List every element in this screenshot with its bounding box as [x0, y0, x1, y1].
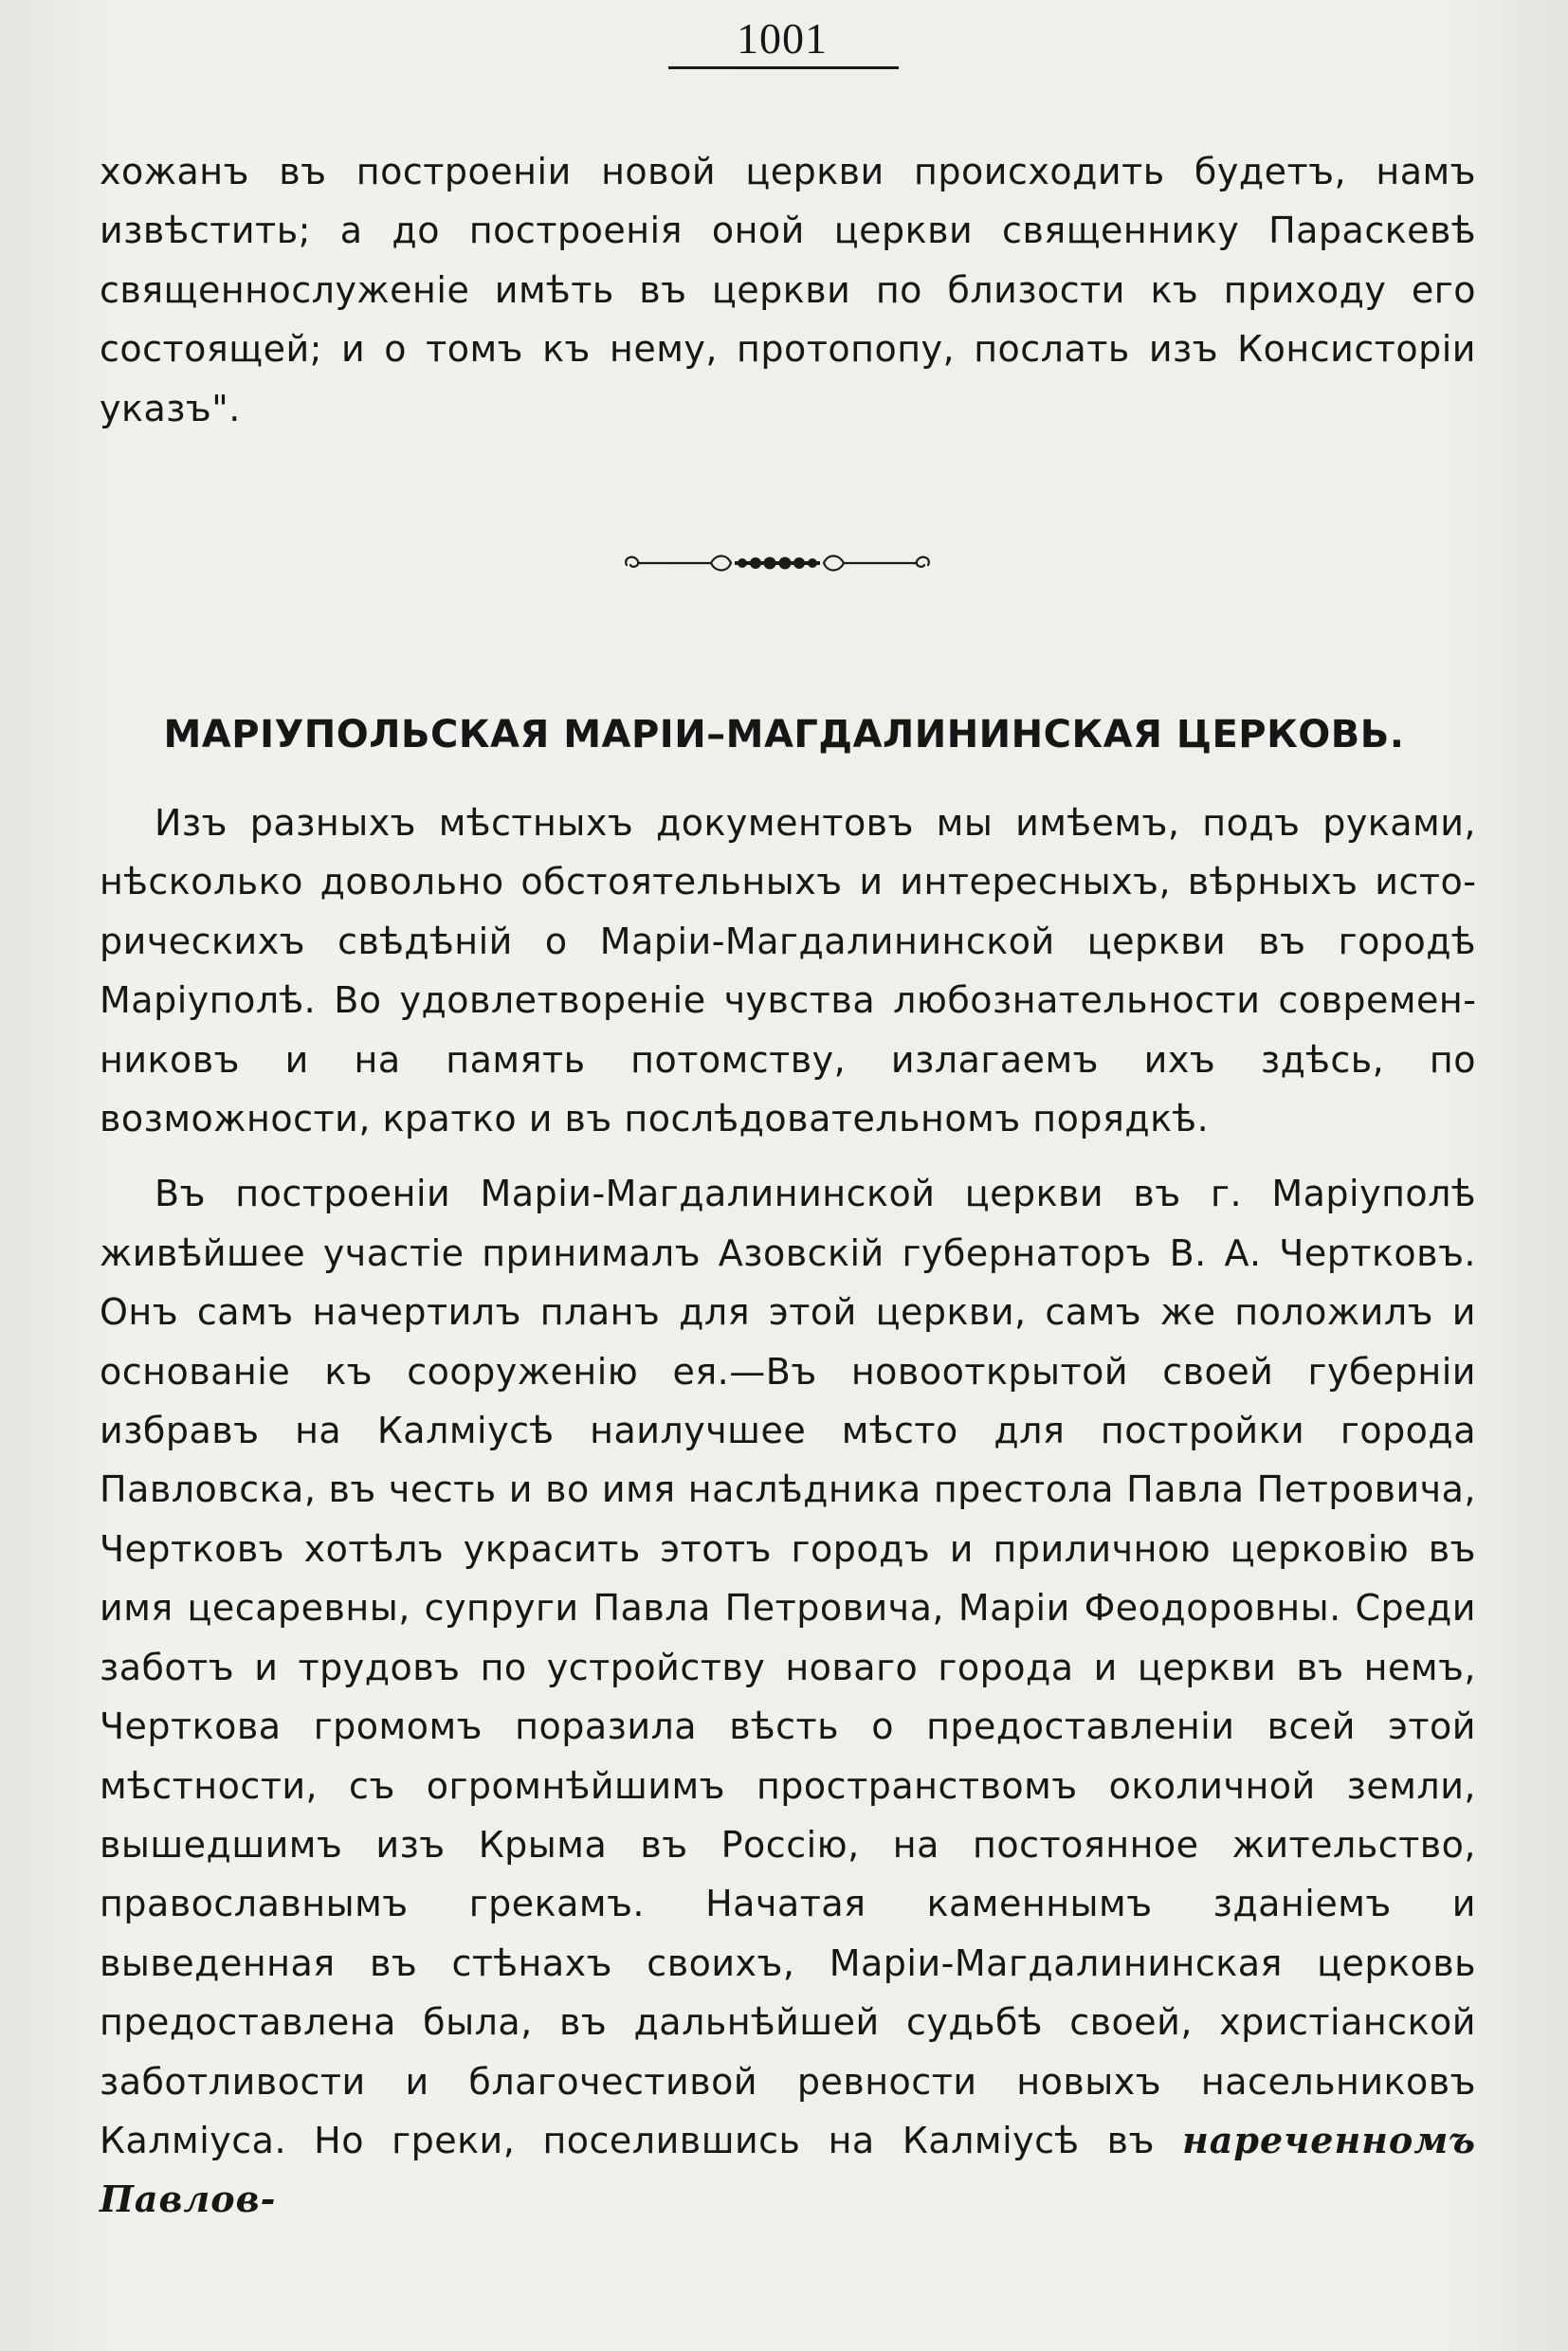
- section-body: [100, 793, 1476, 2230]
- continuation-paragraph: [100, 142, 1476, 438]
- ornamental-divider: [621, 540, 934, 584]
- body-paragraph-1: Изъ разныхъ мѣстныхъ документовъ мы имѣемъ, подъ руками, нѣсколько довольно обстоятельныхъ и интересныхъ, вѣрныхъ историческихъ свѣдѣній о Маріи-Магдалининской церкви въ городѣ Маріуполѣ. Во удовлетвореніе чувства любознательности современниковъ и на память потомству, излагаемъ ихъ здѣсь, по возможности, кратко и въ послѣдовательномъ порядкѣ.: [100, 802, 1476, 1140]
- body-paragraph-2-text: Въ построеніи Маріи-Магдалининской церкви въ г. Маріуполѣ живѣйшее участіе принималъ Азовскій губернаторъ В. А. Чертковъ. Онъ самъ начертилъ планъ для этой церкви, самъ же положилъ и основаніе къ сооруженію ея.—Въ новооткрытой своей губерніи избравъ на Калміусѣ наилучшее мѣсто для постройки города Павловска, въ честь и во имя наслѣдника престола Павла Петровича, Чертковъ хотѣлъ украсить этотъ городъ и приличною церковію въ имя цесаревны, супруги Павла Петровича, Маріи Феодоровны. Среди заботъ и трудовъ по устройству новаго города и церкви въ немъ, Черткова громомъ поразила вѣсть о предоставленіи всей этой мѣстности, съ огромнѣйшимъ пространствомъ околичной земли, вышедшимъ изъ Крыма въ Россію, на постоянное жительство, православнымъ грекамъ. Начатая каменнымъ зданіемъ и выведенная въ стѣнахъ своихъ, Маріи-Магдалининская церковь предоставлена была, въ дальнѣйшей судьбѣ своей, христіанской заботливости и благочестивой ревности новыхъ насельниковъ Калміуса. Но греки, поселившись на Калміусѣ въ: [100, 1173, 1476, 2161]
- body-paragraph-2: [100, 1164, 1476, 2229]
- italic-place-name: нареченномъ Павлов-: [100, 2118, 1476, 2221]
- page-number: 1001: [737, 14, 828, 63]
- section-title: МАРІУПОЛЬСКАЯ МАРІИ–МАГДАЛИНИНСКАЯ ЦЕРКОВЬ.: [163, 713, 1405, 756]
- page-number-rule: [668, 66, 899, 69]
- continuation-text: хожанъ въ построеніи новой церкви происходить будетъ, намъ извѣстить; а до построенія оной церкви священнику Параскевѣ священнослуженіе имѣть въ церкви по близости къ приходу его состоящей; и о томъ къ нему, протопопу, послать изъ Консисторіи указъ".: [100, 151, 1476, 429]
